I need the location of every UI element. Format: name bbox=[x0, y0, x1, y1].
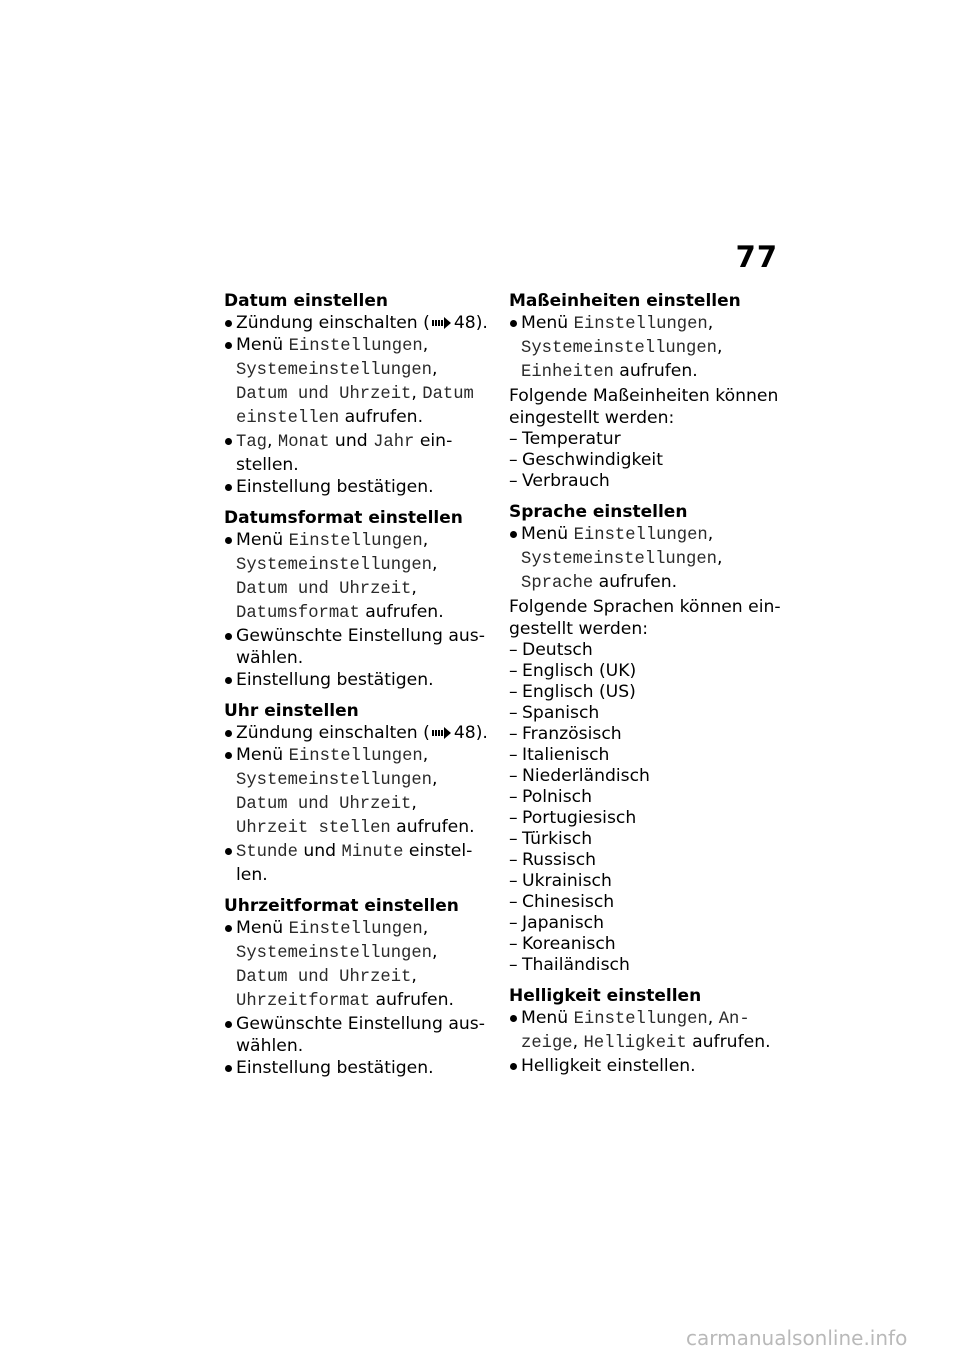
dash-list bbox=[509, 640, 781, 976]
paragraph: Folgende Sprachen können eingestellt werden: bbox=[509, 597, 781, 639]
dash-list bbox=[509, 429, 781, 492]
page-reference-arrow-icon bbox=[432, 727, 452, 739]
section-heading: Datumsformat einstellen bbox=[224, 508, 463, 528]
paragraph: Folgende Maßeinheiten können eingestellt werden: bbox=[509, 386, 779, 428]
section-heading: Sprache einstellen bbox=[509, 502, 688, 522]
list-item: – Türkisch bbox=[509, 829, 781, 850]
bullet-item: Einstellung bestätigen. bbox=[224, 476, 496, 498]
list-item: – Portugiesisch bbox=[509, 808, 781, 829]
bullet-item: Menü Einstellungen, Systemeinstellungen, Datum und Uhrzeit, Datumsformat aufrufen. bbox=[224, 529, 496, 625]
bullet-item: Helligkeit einstellen. bbox=[509, 1055, 781, 1077]
left-column bbox=[224, 290, 496, 1088]
list-item: – Koreanisch bbox=[509, 934, 781, 955]
bullet-item: Menü Einstellungen, Systemeinstellungen, Einheiten aufrufen. bbox=[509, 312, 781, 384]
bullet-item: Menü Einstellungen, Systemeinstellungen, Datum und Uhrzeit, Uhrzeit stellen aufrufen. bbox=[224, 744, 496, 840]
list-item: – Russisch bbox=[509, 850, 781, 871]
list-item: – Englisch (UK) bbox=[509, 661, 781, 682]
section-heading: Helligkeit einstellen bbox=[509, 986, 702, 1006]
list-item: – Geschwindigkeit bbox=[509, 450, 781, 471]
bullet-item: Einstellung bestätigen. bbox=[224, 669, 496, 691]
section-heading: Maßeinheiten einstellen bbox=[509, 291, 741, 311]
list-item: – Französisch bbox=[509, 724, 781, 745]
bullet-item: Menü Einstellungen, Systemeinstellungen, Datum und Uhrzeit, Uhrzeitformat aufrufen. bbox=[224, 917, 496, 1013]
bullet-item: Menü Einstellungen, Anzeige, Helligkeit aufrufen. bbox=[509, 1007, 781, 1055]
list-item: – Polnisch bbox=[509, 787, 781, 808]
section-heading: Uhr einstellen bbox=[224, 701, 359, 721]
watermark: carmanualsonline.info bbox=[686, 1326, 908, 1350]
bullet-item: Gewünschte Einstellung auswählen. bbox=[224, 1013, 496, 1057]
bullet-item: Zündung einschalten ( 48). bbox=[224, 312, 496, 334]
section-sprache bbox=[509, 501, 781, 976]
list-item: – Niederländisch bbox=[509, 766, 781, 787]
list-item: – Thailändisch bbox=[509, 955, 781, 976]
bullet-item: Stunde und Minute einstellen. bbox=[224, 840, 496, 886]
bullet-item: Menü Einstellungen, Systemeinstellungen, Datum und Uhrzeit, Datum einstellen aufrufen. bbox=[224, 334, 496, 430]
list-item: – Ukrainisch bbox=[509, 871, 781, 892]
list-item: – Temperatur bbox=[509, 429, 781, 450]
page-reference-arrow-icon bbox=[432, 317, 452, 329]
section-heading: Datum einstellen bbox=[224, 291, 388, 311]
page-number: 77 bbox=[735, 240, 778, 274]
list-item: – Verbrauch bbox=[509, 471, 781, 492]
section-heading: Uhrzeitformat einstellen bbox=[224, 896, 459, 916]
section-masseinheiten bbox=[509, 290, 781, 492]
right-column bbox=[509, 290, 781, 1086]
bullet-item: Einstellung bestätigen. bbox=[224, 1057, 496, 1079]
list-item: – Italienisch bbox=[509, 745, 781, 766]
section-uhr bbox=[224, 700, 496, 886]
bullet-item: Zündung einschalten ( 48). bbox=[224, 722, 496, 744]
section-uhrzeitformat bbox=[224, 895, 496, 1079]
list-item: – Japanisch bbox=[509, 913, 781, 934]
list-item: – Spanisch bbox=[509, 703, 781, 724]
bullet-item: Gewünschte Einstellung auswählen. bbox=[224, 625, 496, 669]
bullet-item: Menü Einstellungen, Systemeinstellungen, Sprache aufrufen. bbox=[509, 523, 781, 595]
list-item: – Deutsch bbox=[509, 640, 781, 661]
list-item: – Chinesisch bbox=[509, 892, 781, 913]
bullet-item: Tag, Monat und Jahr einstellen. bbox=[224, 430, 496, 476]
section-datumsformat bbox=[224, 507, 496, 691]
list-item: – Englisch (US) bbox=[509, 682, 781, 703]
section-datum bbox=[224, 290, 496, 498]
section-helligkeit bbox=[509, 985, 781, 1077]
